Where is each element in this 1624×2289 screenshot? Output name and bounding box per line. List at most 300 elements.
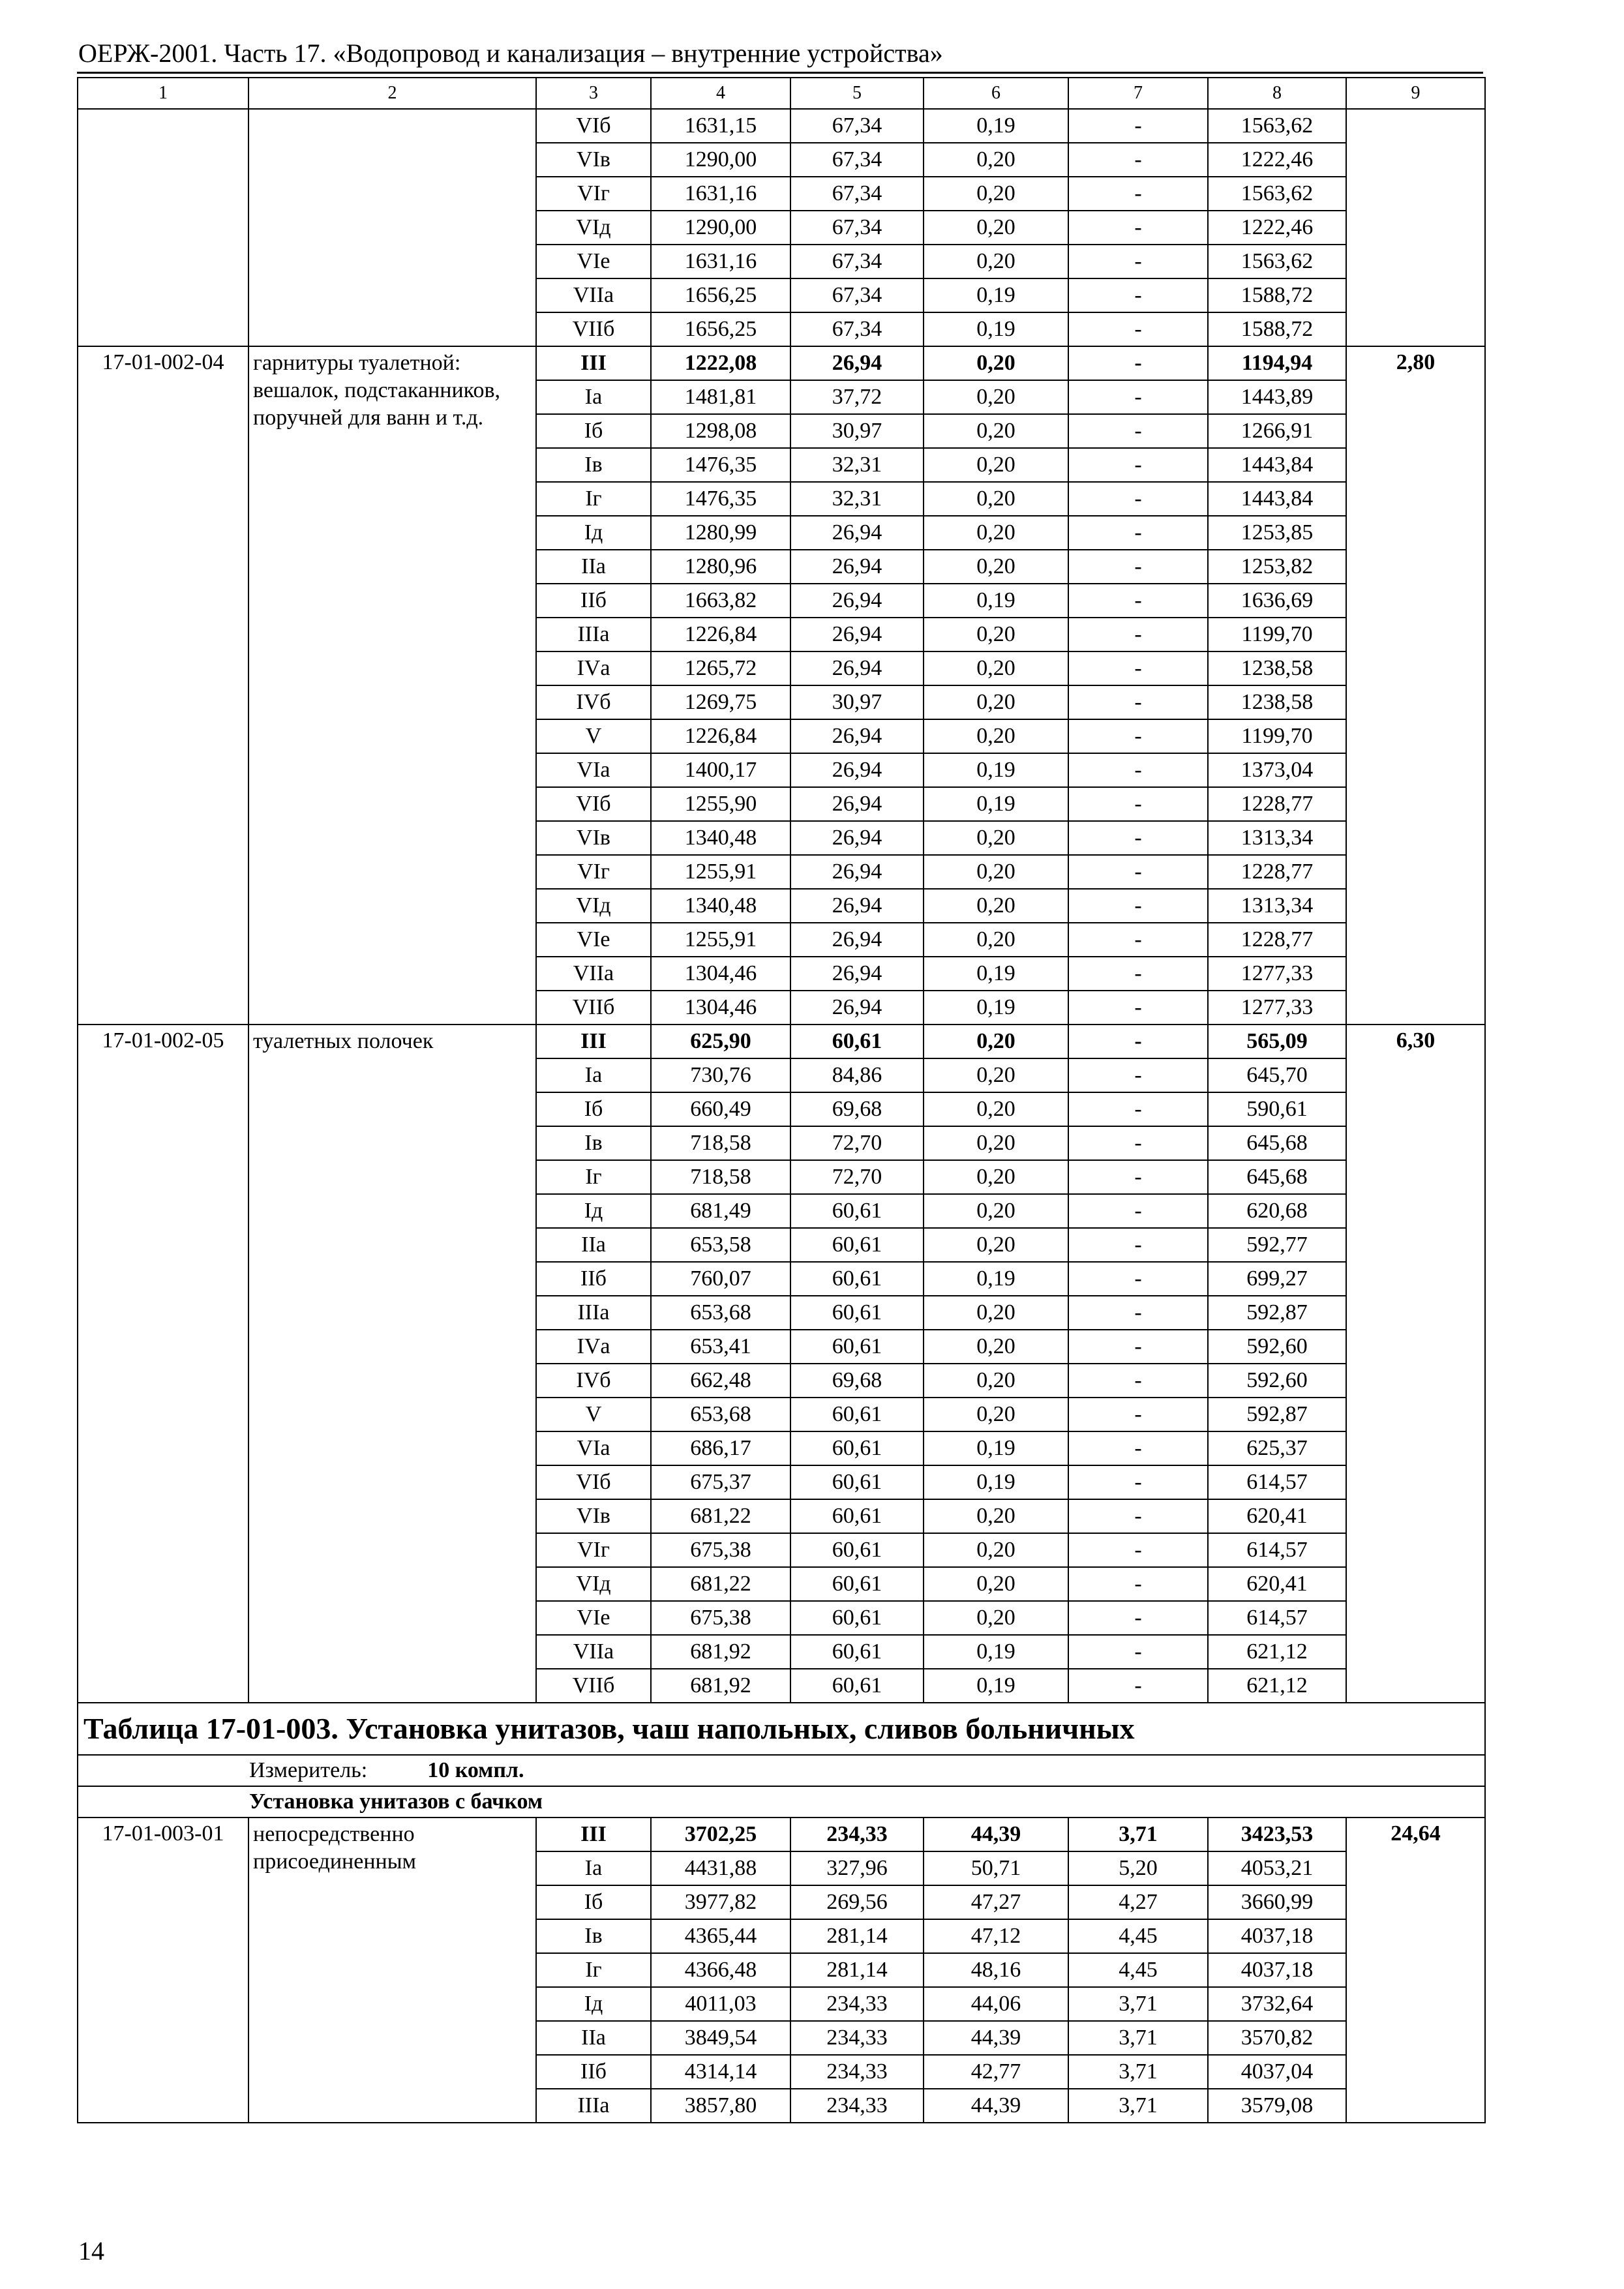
region-cell: Iг — [536, 1160, 651, 1194]
measure-cell — [78, 1755, 1485, 1786]
machine-cost-cell: 0,19 — [924, 787, 1068, 821]
region-cell: VIIа — [536, 278, 651, 312]
total-cost-cell: 1400,17 — [651, 753, 790, 787]
region-cell: VIIб — [536, 312, 651, 346]
total-cost-cell: 675,38 — [651, 1533, 790, 1567]
labor-cost-cell: 67,34 — [790, 211, 924, 245]
materials-cost-cell: 1277,33 — [1208, 991, 1346, 1025]
machine-cost-cell: 0,20 — [924, 1058, 1068, 1092]
operator-pay-cell: - — [1068, 584, 1208, 618]
operator-pay-cell: - — [1068, 1058, 1208, 1092]
region-cell: Iд — [536, 1194, 651, 1228]
machine-cost-cell: 0,19 — [924, 109, 1068, 143]
operator-pay-cell: 3,71 — [1068, 2089, 1208, 2123]
region-cell: Iа — [536, 1058, 651, 1092]
total-cost-cell: 3849,54 — [651, 2021, 790, 2055]
machine-cost-cell: 0,20 — [924, 550, 1068, 584]
region-cell: IIIа — [536, 2089, 651, 2123]
machine-cost-cell: 0,20 — [924, 618, 1068, 651]
region-cell: Iг — [536, 482, 651, 516]
column-number-row — [78, 78, 1485, 109]
labor-cost-cell: 67,34 — [790, 143, 924, 177]
operator-pay-cell: - — [1068, 753, 1208, 787]
machine-cost-cell: 0,19 — [924, 753, 1068, 787]
region-cell: Iб — [536, 414, 651, 448]
machine-cost-cell: 0,20 — [924, 889, 1068, 923]
total-cost-cell: 718,58 — [651, 1160, 790, 1194]
materials-cost-cell: 1228,77 — [1208, 855, 1346, 889]
rate-code: 17-01-002-05 — [78, 1025, 248, 1703]
operator-pay-cell: - — [1068, 1364, 1208, 1398]
materials-cost-cell: 625,37 — [1208, 1431, 1346, 1465]
operator-pay-cell: 4,45 — [1068, 1953, 1208, 1987]
column-number: 8 — [1208, 78, 1346, 109]
operator-pay-cell: - — [1068, 211, 1208, 245]
labor-cost-cell: 26,94 — [790, 550, 924, 584]
total-cost-cell: 1290,00 — [651, 211, 790, 245]
total-cost-cell: 1280,99 — [651, 516, 790, 550]
operator-pay-cell: - — [1068, 685, 1208, 719]
machine-cost-cell: 44,39 — [924, 2021, 1068, 2055]
region-cell: Iб — [536, 1885, 651, 1919]
operator-pay-cell: - — [1068, 1431, 1208, 1465]
operator-pay-cell: - — [1068, 482, 1208, 516]
operator-pay-cell: - — [1068, 1669, 1208, 1703]
region-cell: IIа — [536, 2021, 651, 2055]
column-number: 9 — [1346, 78, 1485, 109]
labor-cost-cell: 234,33 — [790, 2021, 924, 2055]
total-cost-cell: 1631,16 — [651, 245, 790, 278]
machine-cost-cell: 0,20 — [924, 1092, 1068, 1126]
machine-cost-cell: 47,12 — [924, 1919, 1068, 1953]
labor-cost-cell: 30,97 — [790, 414, 924, 448]
total-cost-cell: 1298,08 — [651, 414, 790, 448]
running-header: ОЕРЖ-2001. Часть 17. «Водопровод и канализация – внутренние устройства» — [78, 38, 943, 68]
machine-cost-cell: 0,20 — [924, 1126, 1068, 1160]
materials-cost-cell: 4037,18 — [1208, 1953, 1346, 1987]
region-cell: IVб — [536, 685, 651, 719]
region-cell: VIа — [536, 1431, 651, 1465]
labor-cost-cell: 281,14 — [790, 1919, 924, 1953]
total-cost-cell: 1631,15 — [651, 109, 790, 143]
materials-cost-cell: 3570,82 — [1208, 2021, 1346, 2055]
region-cell: VIIб — [536, 991, 651, 1025]
materials-cost-cell: 1199,70 — [1208, 618, 1346, 651]
column-number: 7 — [1068, 78, 1208, 109]
total-cost-cell: 1269,75 — [651, 685, 790, 719]
labor-cost-cell: 26,94 — [790, 516, 924, 550]
operator-pay-cell: - — [1068, 1296, 1208, 1330]
region-cell: VIIа — [536, 957, 651, 991]
labor-cost-cell: 84,86 — [790, 1058, 924, 1092]
region-cell: Iв — [536, 1919, 651, 1953]
price-table — [77, 77, 1486, 2123]
operator-pay-cell: 3,71 — [1068, 1818, 1208, 1851]
labor-cost-cell: 60,61 — [790, 1499, 924, 1533]
region-cell: VIг — [536, 1533, 651, 1567]
header-rule — [77, 72, 1483, 74]
labor-cost-cell: 60,61 — [790, 1465, 924, 1499]
machine-cost-cell: 0,20 — [924, 143, 1068, 177]
region-cell: VIд — [536, 889, 651, 923]
materials-cost-cell: 1563,62 — [1208, 177, 1346, 211]
region-cell: Iг — [536, 1953, 651, 1987]
operator-pay-cell: - — [1068, 278, 1208, 312]
region-cell: IIб — [536, 2055, 651, 2089]
operator-pay-cell: - — [1068, 1092, 1208, 1126]
machine-cost-cell: 0,19 — [924, 991, 1068, 1025]
operator-pay-cell: 4,27 — [1068, 1885, 1208, 1919]
labor-cost-cell: 37,72 — [790, 380, 924, 414]
operator-pay-cell: - — [1068, 1533, 1208, 1567]
operator-pay-cell: - — [1068, 1499, 1208, 1533]
materials-cost-cell: 1443,84 — [1208, 482, 1346, 516]
region-cell: III — [536, 346, 651, 380]
table-title: Таблица 17-01-003. Установка унитазов, чаш напольных, сливов больничных — [78, 1703, 1485, 1755]
materials-cost-cell: 1238,58 — [1208, 685, 1346, 719]
materials-cost-cell: 3732,64 — [1208, 1987, 1346, 2021]
machine-cost-cell: 48,16 — [924, 1953, 1068, 1987]
operator-pay-cell: - — [1068, 1465, 1208, 1499]
machine-cost-cell: 0,20 — [924, 448, 1068, 482]
operator-pay-cell: - — [1068, 618, 1208, 651]
labor-cost-cell: 60,61 — [790, 1431, 924, 1465]
price-table-wrapper — [77, 77, 1484, 2123]
labor-cost-cell: 26,94 — [790, 923, 924, 957]
operator-pay-cell: - — [1068, 1330, 1208, 1364]
operator-pay-cell: - — [1068, 1025, 1208, 1058]
work-description: непосредственно присоединенным — [248, 1818, 536, 2123]
labor-cost-cell: 72,70 — [790, 1126, 924, 1160]
materials-cost-cell: 565,09 — [1208, 1025, 1346, 1058]
machine-cost-cell: 0,19 — [924, 1262, 1068, 1296]
machine-cost-cell: 0,20 — [924, 651, 1068, 685]
machine-cost-cell: 0,20 — [924, 1398, 1068, 1431]
table-row — [78, 346, 1485, 380]
region-cell: Iа — [536, 380, 651, 414]
machine-cost-cell: 0,19 — [924, 1669, 1068, 1703]
labor-cost-cell: 67,34 — [790, 177, 924, 211]
operator-pay-cell: - — [1068, 177, 1208, 211]
total-cost-cell: 681,49 — [651, 1194, 790, 1228]
materials-cost-cell: 1588,72 — [1208, 278, 1346, 312]
total-cost-cell: 662,48 — [651, 1364, 790, 1398]
total-cost-cell: 675,37 — [651, 1465, 790, 1499]
labor-cost-cell: 32,31 — [790, 448, 924, 482]
labor-cost-cell: 26,94 — [790, 889, 924, 923]
region-cell: VIIа — [536, 1635, 651, 1669]
region-cell: VIг — [536, 177, 651, 211]
labor-hours-cell: 2,80 — [1346, 346, 1485, 1025]
labor-cost-cell: 60,61 — [790, 1669, 924, 1703]
materials-cost-cell: 592,87 — [1208, 1398, 1346, 1431]
region-cell: Iб — [536, 1092, 651, 1126]
materials-cost-cell: 621,12 — [1208, 1635, 1346, 1669]
measure-label: Измеритель: — [249, 1758, 368, 1782]
machine-cost-cell: 0,20 — [924, 245, 1068, 278]
total-cost-cell: 3702,25 — [651, 1818, 790, 1851]
region-cell: IIа — [536, 1228, 651, 1262]
labor-cost-cell: 26,94 — [790, 787, 924, 821]
labor-cost-cell: 69,68 — [790, 1364, 924, 1398]
total-cost-cell: 681,92 — [651, 1635, 790, 1669]
total-cost-cell: 1255,91 — [651, 923, 790, 957]
region-cell: VIIб — [536, 1669, 651, 1703]
total-cost-cell: 686,17 — [651, 1431, 790, 1465]
total-cost-cell: 4011,03 — [651, 1987, 790, 2021]
operator-pay-cell: - — [1068, 312, 1208, 346]
operator-pay-cell: - — [1068, 1567, 1208, 1601]
total-cost-cell: 4365,44 — [651, 1919, 790, 1953]
total-cost-cell: 1476,35 — [651, 482, 790, 516]
total-cost-cell: 1481,81 — [651, 380, 790, 414]
materials-cost-cell: 592,77 — [1208, 1228, 1346, 1262]
labor-cost-cell: 60,61 — [790, 1533, 924, 1567]
work-description: туалетных полочек — [248, 1025, 536, 1703]
materials-cost-cell: 1228,77 — [1208, 923, 1346, 957]
total-cost-cell: 1340,48 — [651, 889, 790, 923]
region-cell: VIа — [536, 753, 651, 787]
total-cost-cell: 1656,25 — [651, 312, 790, 346]
labor-cost-cell: 26,94 — [790, 346, 924, 380]
machine-cost-cell: 44,06 — [924, 1987, 1068, 2021]
machine-cost-cell: 0,19 — [924, 957, 1068, 991]
total-cost-cell: 1255,90 — [651, 787, 790, 821]
total-cost-cell: 625,90 — [651, 1025, 790, 1058]
total-cost-cell: 1304,46 — [651, 991, 790, 1025]
machine-cost-cell: 0,19 — [924, 278, 1068, 312]
machine-cost-cell: 0,20 — [924, 1567, 1068, 1601]
region-cell: IIIа — [536, 1296, 651, 1330]
region-cell: Iд — [536, 1987, 651, 2021]
materials-cost-cell: 1277,33 — [1208, 957, 1346, 991]
price-table-body — [78, 78, 1485, 2123]
labor-cost-cell: 26,94 — [790, 957, 924, 991]
machine-cost-cell: 50,71 — [924, 1851, 1068, 1885]
materials-cost-cell: 1253,82 — [1208, 550, 1346, 584]
materials-cost-cell: 645,70 — [1208, 1058, 1346, 1092]
labor-hours-cell: 6,30 — [1346, 1025, 1485, 1703]
operator-pay-cell: - — [1068, 1228, 1208, 1262]
rate-code: 17-01-002-04 — [78, 346, 248, 1025]
operator-pay-cell: - — [1068, 1262, 1208, 1296]
machine-cost-cell: 0,20 — [924, 1499, 1068, 1533]
region-cell: IIб — [536, 1262, 651, 1296]
operator-pay-cell: 3,71 — [1068, 1987, 1208, 2021]
operator-pay-cell: - — [1068, 1160, 1208, 1194]
materials-cost-cell: 3660,99 — [1208, 1885, 1346, 1919]
total-cost-cell: 1265,72 — [651, 651, 790, 685]
column-number: 1 — [78, 78, 248, 109]
operator-pay-cell: - — [1068, 109, 1208, 143]
operator-pay-cell: - — [1068, 414, 1208, 448]
labor-cost-cell: 26,94 — [790, 719, 924, 753]
labor-cost-cell: 60,61 — [790, 1567, 924, 1601]
materials-cost-cell: 1228,77 — [1208, 787, 1346, 821]
machine-cost-cell: 0,20 — [924, 855, 1068, 889]
materials-cost-cell: 1222,46 — [1208, 143, 1346, 177]
work-description — [248, 109, 536, 346]
region-cell: Iв — [536, 1126, 651, 1160]
region-cell: III — [536, 1818, 651, 1851]
operator-pay-cell: - — [1068, 991, 1208, 1025]
operator-pay-cell: - — [1068, 787, 1208, 821]
machine-cost-cell: 0,20 — [924, 380, 1068, 414]
total-cost-cell: 3857,80 — [651, 2089, 790, 2123]
machine-cost-cell: 0,20 — [924, 1025, 1068, 1058]
machine-cost-cell: 0,20 — [924, 482, 1068, 516]
machine-cost-cell: 0,20 — [924, 923, 1068, 957]
operator-pay-cell: 3,71 — [1068, 2021, 1208, 2055]
region-cell: VIв — [536, 821, 651, 855]
rate-code: 17-01-003-01 — [78, 1818, 248, 2123]
labor-cost-cell: 60,61 — [790, 1635, 924, 1669]
machine-cost-cell: 0,20 — [924, 1194, 1068, 1228]
machine-cost-cell: 0,19 — [924, 1635, 1068, 1669]
total-cost-cell: 681,22 — [651, 1567, 790, 1601]
region-cell: VIе — [536, 1601, 651, 1635]
labor-cost-cell: 327,96 — [790, 1851, 924, 1885]
operator-pay-cell: - — [1068, 550, 1208, 584]
total-cost-cell: 1226,84 — [651, 719, 790, 753]
operator-pay-cell: 3,71 — [1068, 2055, 1208, 2089]
column-number: 6 — [924, 78, 1068, 109]
total-cost-cell: 653,41 — [651, 1330, 790, 1364]
total-cost-cell: 1340,48 — [651, 821, 790, 855]
total-cost-cell: 1663,82 — [651, 584, 790, 618]
machine-cost-cell: 0,20 — [924, 1364, 1068, 1398]
materials-cost-cell: 614,57 — [1208, 1465, 1346, 1499]
total-cost-cell: 1631,16 — [651, 177, 790, 211]
total-cost-cell: 730,76 — [651, 1058, 790, 1092]
region-cell: VIб — [536, 787, 651, 821]
machine-cost-cell: 0,20 — [924, 1601, 1068, 1635]
materials-cost-cell: 1373,04 — [1208, 753, 1346, 787]
materials-cost-cell: 592,87 — [1208, 1296, 1346, 1330]
materials-cost-cell: 3579,08 — [1208, 2089, 1346, 2123]
materials-cost-cell: 620,41 — [1208, 1567, 1346, 1601]
operator-pay-cell: - — [1068, 1126, 1208, 1160]
column-number: 2 — [248, 78, 536, 109]
materials-cost-cell: 4037,18 — [1208, 1919, 1346, 1953]
table-row — [78, 1818, 1485, 1851]
region-cell: IIа — [536, 550, 651, 584]
total-cost-cell: 1656,25 — [651, 278, 790, 312]
machine-cost-cell: 0,20 — [924, 719, 1068, 753]
machine-cost-cell: 0,20 — [924, 1533, 1068, 1567]
total-cost-cell: 660,49 — [651, 1092, 790, 1126]
region-cell: III — [536, 1025, 651, 1058]
operator-pay-cell: - — [1068, 1398, 1208, 1431]
region-cell: VIв — [536, 1499, 651, 1533]
labor-cost-cell: 26,94 — [790, 991, 924, 1025]
labor-cost-cell: 234,33 — [790, 2055, 924, 2089]
labor-cost-cell: 26,94 — [790, 651, 924, 685]
labor-cost-cell: 60,61 — [790, 1025, 924, 1058]
region-cell: VIе — [536, 923, 651, 957]
labor-cost-cell: 60,61 — [790, 1262, 924, 1296]
materials-cost-cell: 1443,84 — [1208, 448, 1346, 482]
region-cell: VIб — [536, 109, 651, 143]
region-cell: IIIа — [536, 618, 651, 651]
labor-cost-cell: 67,34 — [790, 109, 924, 143]
labor-cost-cell: 67,34 — [790, 278, 924, 312]
operator-pay-cell: - — [1068, 1194, 1208, 1228]
labor-cost-cell: 30,97 — [790, 685, 924, 719]
total-cost-cell: 4431,88 — [651, 1851, 790, 1885]
materials-cost-cell: 1588,72 — [1208, 312, 1346, 346]
materials-cost-cell: 1313,34 — [1208, 821, 1346, 855]
total-cost-cell: 3977,82 — [651, 1885, 790, 1919]
machine-cost-cell: 47,27 — [924, 1885, 1068, 1919]
rate-code — [78, 109, 248, 346]
machine-cost-cell: 0,20 — [924, 516, 1068, 550]
materials-cost-cell: 1238,58 — [1208, 651, 1346, 685]
total-cost-cell: 4314,14 — [651, 2055, 790, 2089]
column-number: 3 — [536, 78, 651, 109]
total-cost-cell: 760,07 — [651, 1262, 790, 1296]
labor-cost-cell: 26,94 — [790, 855, 924, 889]
labor-cost-cell: 60,61 — [790, 1398, 924, 1431]
materials-cost-cell: 699,27 — [1208, 1262, 1346, 1296]
labor-cost-cell: 26,94 — [790, 821, 924, 855]
labor-cost-cell: 32,31 — [790, 482, 924, 516]
region-cell: Iа — [536, 1851, 651, 1885]
materials-cost-cell: 592,60 — [1208, 1330, 1346, 1364]
materials-cost-cell: 1222,46 — [1208, 211, 1346, 245]
materials-cost-cell: 590,61 — [1208, 1092, 1346, 1126]
materials-cost-cell: 645,68 — [1208, 1160, 1346, 1194]
operator-pay-cell: - — [1068, 855, 1208, 889]
operator-pay-cell: - — [1068, 448, 1208, 482]
machine-cost-cell: 0,20 — [924, 685, 1068, 719]
operator-pay-cell: - — [1068, 516, 1208, 550]
total-cost-cell: 1255,91 — [651, 855, 790, 889]
total-cost-cell: 675,38 — [651, 1601, 790, 1635]
region-cell: VIе — [536, 245, 651, 278]
operator-pay-cell: - — [1068, 821, 1208, 855]
machine-cost-cell: 0,19 — [924, 1431, 1068, 1465]
region-cell: Iв — [536, 448, 651, 482]
operator-pay-cell: - — [1068, 957, 1208, 991]
work-description: гарнитуры туалетной: вешалок, подстаканников, поручней для ванн и т.д. — [248, 346, 536, 1025]
total-cost-cell: 4366,48 — [651, 1953, 790, 1987]
total-cost-cell: 718,58 — [651, 1126, 790, 1160]
measure-row — [78, 1755, 1485, 1786]
labor-cost-cell: 67,34 — [790, 312, 924, 346]
labor-cost-cell: 26,94 — [790, 618, 924, 651]
materials-cost-cell: 614,57 — [1208, 1601, 1346, 1635]
labor-cost-cell: 234,33 — [790, 1818, 924, 1851]
table-row — [78, 1025, 1485, 1058]
operator-pay-cell: - — [1068, 1635, 1208, 1669]
total-cost-cell: 681,92 — [651, 1669, 790, 1703]
subheading-row — [78, 1786, 1485, 1818]
region-cell: VIд — [536, 211, 651, 245]
total-cost-cell: 653,68 — [651, 1398, 790, 1431]
region-cell: V — [536, 719, 651, 753]
labor-cost-cell: 60,61 — [790, 1296, 924, 1330]
region-cell: VIв — [536, 143, 651, 177]
operator-pay-cell: - — [1068, 889, 1208, 923]
materials-cost-cell: 3423,53 — [1208, 1818, 1346, 1851]
labor-cost-cell: 69,68 — [790, 1092, 924, 1126]
materials-cost-cell: 1563,62 — [1208, 245, 1346, 278]
operator-pay-cell: - — [1068, 923, 1208, 957]
materials-cost-cell: 1443,89 — [1208, 380, 1346, 414]
machine-cost-cell: 0,20 — [924, 1296, 1068, 1330]
machine-cost-cell: 0,20 — [924, 1330, 1068, 1364]
